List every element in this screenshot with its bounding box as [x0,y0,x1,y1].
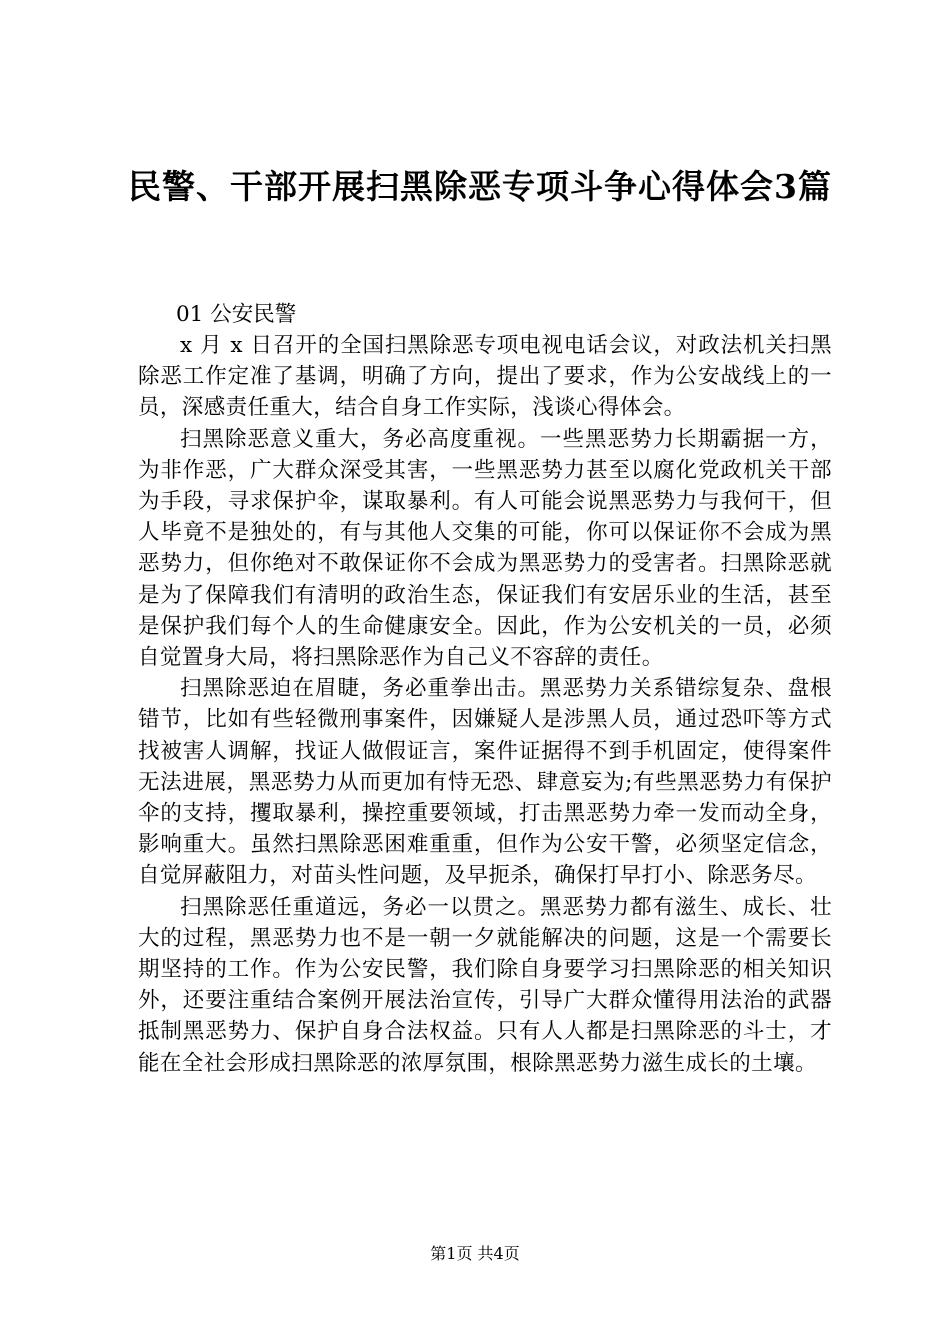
paragraph-4: 扫黑除恶任重道远，务必一以贯之。黑恶势力都有滋生、成长、壮大的过程，黑恶势力也不是一朝一夕就能解决的问题，这是一个需要长期坚持的工作。作为公安民警，我们除自身要学习扫黑除恶的相关知识外，还要注重结合案例开展法治宣传，引导广大群众懂得用法治的武器抵制黑恶势力、保护自身合法权益。只有人人都是扫黑除恶的斗士，才能在全社会形成扫黑除恶的浓厚氛围，根除黑恶势力滋生成长的土壤。 [138,894,832,1076]
paragraph-1: x 月 x 日召开的全国扫黑除恶专项电视电话会议，对政法机关扫黑除恶工作定准了基调，明确了方向，提出了要求，作为公安战线上的一员，深感责任重大，结合自身工作实际，浅谈心得体会。 [138,333,832,421]
page-footer: 第1页 共4页 [430,1244,520,1263]
document-title: 民警、干部开展扫黑除恶专项斗争心得体会3篇 [128,167,832,206]
paragraph-2: 扫黑除恶意义重大，务必高度重视。一些黑恶势力长期霸据一方，为非作恶，广大群众深受其害，一些黑恶势力甚至以腐化党政机关干部为手段，寻求保护伞，谋取暴利。有人可能会说黑恶势力与我何干，但人毕竟不是独处的，有与其他人交集的可能，你可以保证你不会成为黑恶势力，但你绝对不敢保证你不会成为黑恶势力的受害者。扫黑除恶就是为了保障我们有清明的政治生态，保证我们有安居乐业的生活，甚至是保护我们每个人的生命健康安全。因此，作为公安机关的一员，必须自觉置身大局，将扫黑除恶作为自己义不容辞的责任。 [138,426,832,671]
section-heading: 01 公安民警 [176,302,297,327]
paragraph-3: 扫黑除恶迫在眉睫，务必重拳出击。黑恶势力关系错综复杂、盘根错节，比如有些轻微刑事案件，因嫌疑人是涉黑人员，通过恐吓等方式找被害人调解，找证人做假证言，案件证据得不到手机固定，使得案件无法进展，黑恶势力从而更加有恃无恐、肆意妄为;有些黑恶势力有保护伞的支持，攫取暴利，操控重要领域，打击黑恶势力牵一发而动全身，影响重大。虽然扫黑除恶困难重重，但作为公安干警，必须坚定信念，自觉屏蔽阻力，对苗头性问题，及早扼杀，确保打早打小、除恶务尽。 [138,676,832,889]
document-body [138,299,832,1079]
